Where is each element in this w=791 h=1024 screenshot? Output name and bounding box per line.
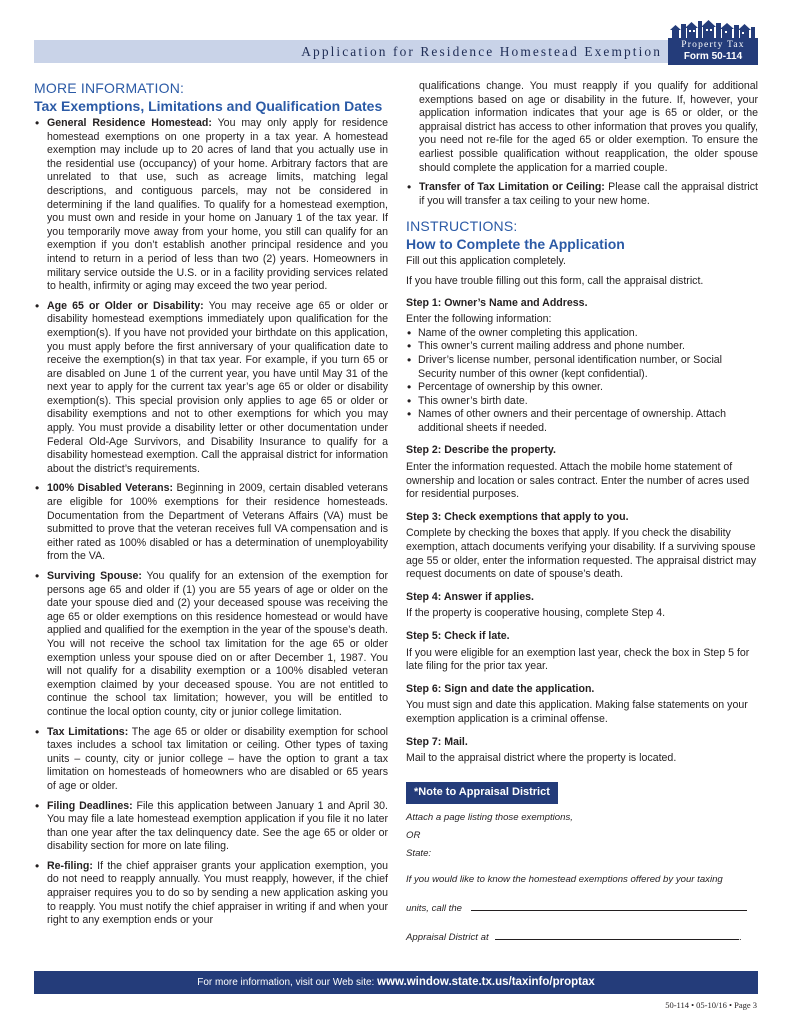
footer-lead: For more information, visit our Web site: bbox=[197, 977, 375, 988]
item-term: Tax Limitations: bbox=[47, 725, 129, 738]
step-5-text: If you were eligible for an exemption last year, check the box in Step 5 for late filing for the prior tax year. bbox=[406, 646, 750, 673]
appraisal-note-label: *Note to Appraisal District bbox=[406, 782, 558, 805]
note-line: If you would like to know the homestead exemptions offered by your taxing bbox=[406, 874, 723, 886]
item-text: If the chief appraiser grants your application exemption, you do not need to reapply annually. You must reapply, however, if the chief appraiser requires you to do so by sending a new application asking you to reapply. You must notify the chief appraiser in writing if and when your right to any exemption ends or your bbox=[47, 859, 388, 927]
note-line: State: bbox=[406, 848, 432, 860]
house-skyline-icon bbox=[668, 18, 758, 39]
section-heading: MORE INFORMATION: bbox=[34, 80, 185, 96]
list-item bbox=[34, 570, 388, 720]
item-text: The age 65 or older or disability exemption for school taxes includes a school tax limitation or ceiling. Other types of taxing units – county, city or junior college – have the option to grant a tax limitation on homesteads of homeowners who are disabled or 65 years of age or older. bbox=[47, 725, 388, 792]
instructions-heading: INSTRUCTIONS: bbox=[406, 218, 518, 235]
list-item bbox=[34, 117, 388, 294]
step-2-title: Step 2: Describe the property. bbox=[406, 444, 556, 457]
appraisal-district-blank bbox=[495, 931, 739, 940]
item-text: You qualify for an extension of the exemption for persons age 65 and older if (1) you are 55 years of age or older on the date your spouse died and (2) your deceased spouse was receiving the age 65 or older exemptions on this residence homestead or would have applied and qualified for the exemption in the year of the spouse’s death. You will not receive the school tax limitation for the age 65 or older exemption unless your spouse died on or after December 1, 1987. You will not qualify for a disability exemption or a 100% disabled veteran exemption claimed by your deceased spouse. You are not entitled to continue the school tax limitation; however, you will be entitled to continue the local option county, city or junior college limitation. bbox=[47, 570, 388, 718]
item-term: Age 65 or Older or Disability: bbox=[47, 299, 204, 312]
item-term: Transfer of Tax Limitation or Ceiling: bbox=[419, 181, 605, 194]
note-line: Attach a page listing those exemptions, bbox=[406, 812, 573, 824]
info-list bbox=[34, 117, 388, 928]
website-link[interactable]: www.window.state.tx.us/taxinfo/proptax bbox=[377, 976, 595, 988]
step-7-text: Mail to the appraisal district where the property is located. bbox=[406, 752, 677, 765]
step-6-text: You must sign and date this application. Making false statements on your exemption application is a criminal offense. bbox=[406, 699, 748, 725]
continued-text: qualifications change. You must reapply if you qualify for additional exemptions based on age or disability in the future. If, however, your application information indicates that your age is 65 or older, or the appraisal district has access to other information that proves you qualify, you need not re-file for the aged 65 or older exemption. To ensure the earliest possible qualification without reapplication, the older spouse should complete the application for a married couple. bbox=[419, 80, 758, 174]
step-4-text: If the property is cooperative housing, complete Step 4. bbox=[406, 607, 666, 620]
list-item bbox=[34, 482, 388, 564]
item-term: Filing Deadlines: bbox=[47, 799, 133, 812]
step-3-title: Step 3: Check exemptions that apply to you. bbox=[406, 510, 629, 523]
item-text: Beginning in 2009, certain disabled veterans are eligible for 100% exemptions for their residence homesteads. Documentation from the Department of Veterans Affairs (VA) must be submitted to prove that the veteran receives full VA compensation and is either rated as 100% disabled or has a determination of unemployability from the VA. bbox=[47, 482, 388, 563]
footer-band bbox=[34, 971, 758, 994]
item-text: You may receive age 65 or older or disability homestead exemptions immediately upon qualification for the exemption(s). If you have not provided your birthdate on this application, you must apply before the first anniversary of your qualification date to receive the exemption(s) in that tax year. For example, if you turn 65 or are disabled on June 1 of the current year, you have until May 31 of the next year to apply for the current tax year’s age 65 or older or disability exemption(s). This special provision only applies to age 65 or older or disability exemptions and not to other exemptions for which you may apply. You must provide a disability letter or other documentation under Federal Old-Age Survivors, and Disability Insurance to qualify for a disability homestead exemption. Call the appraisal district for information about the district’s requirements. bbox=[47, 299, 388, 475]
list-item bbox=[34, 800, 388, 854]
list-item bbox=[34, 300, 388, 477]
instructions-subheading: How to Complete the Application bbox=[406, 236, 625, 253]
item-term: General Residence Homestead: bbox=[47, 117, 212, 129]
note-line: Appraisal District at bbox=[406, 932, 489, 944]
page-number: 50-114 • 05-10/16 • Page 3 bbox=[665, 1000, 757, 1010]
note-period: . bbox=[739, 932, 742, 944]
list-item: • Percentage of ownership by this owner. bbox=[406, 381, 758, 395]
list-item: • Name of the owner completing this application. bbox=[406, 327, 758, 341]
intro-text: Fill out this application completely. bbox=[406, 255, 566, 268]
form-program: Property Tax bbox=[681, 40, 745, 50]
list-item: • This owner’s birth date. bbox=[406, 395, 758, 409]
intro-text: If you have trouble filling out this form, call the appraisal district. bbox=[406, 274, 704, 287]
step-5-title: Step 5: Check if late. bbox=[406, 630, 510, 642]
list-item bbox=[34, 860, 388, 928]
right-column bbox=[406, 80, 758, 944]
step-3-text: Complete by checking the boxes that apply. If you check the disability exemption, attach documents verifying your disability. If a surviving spouse age 55 or older, enter the information requested. The appraisal district may request documents on date of spouse’s death. bbox=[406, 527, 757, 581]
item-term: Surviving Spouse: bbox=[47, 570, 142, 582]
step-7-title: Step 7: Mail. bbox=[406, 735, 468, 748]
item-text: You may only apply for residence homestead exemptions on one property in a tax year. A homestead exemption may include up to 20 acres of land that you actually use in the residential use (occupancy) of your home. Arbitrary factors that are unrelated to that use, such as acreage limits, matching legal descriptions, and contiguous parcels, may not be considered in determining if the land qualifies. To qualify for a homestead exemption, you must own and reside in your home on January 1 of the tax year. If you temporarily move away from your home, you still can qualify for an exemption if you don’t establish another principal residence and you intend to return in a period of less than two (2) years. Homeowners in military service outside the U.S. or in a facility providing services related to health, infirmity or aging may exceed the two year period. bbox=[47, 117, 388, 293]
item-term: Re-filing: bbox=[47, 859, 93, 872]
subheading: Tax Exemptions, Limitations and Qualification Dates bbox=[34, 98, 383, 114]
taxing-units-phone-blank bbox=[471, 902, 747, 911]
step-1-list bbox=[406, 327, 758, 436]
item-text: Please call the appraisal district if you will transfer a tax ceiling to your new home. bbox=[419, 181, 758, 207]
list-item bbox=[34, 726, 388, 794]
item-text: File this application between January 1 and April 30. You may file a late homestead exemption application if you file it no later than one year after the tax delinquency date. See the age 65 or older or disability section for more on late filing. bbox=[47, 799, 388, 853]
note-line: OR bbox=[406, 830, 421, 842]
page-title: Application for Residence Homestead Exemption bbox=[301, 44, 662, 59]
list-item: • Driver’s license number, personal identification number, or Social Security number of this owner (kept confidential). bbox=[406, 354, 758, 381]
step-2-text: Enter the information requested. Attach the mobile home statement of ownership and location or sales contract. Enter the number of acres used for residential purposes. bbox=[406, 461, 750, 501]
item-term: 100% Disabled Veterans: bbox=[47, 482, 174, 495]
list-item bbox=[406, 181, 758, 208]
step-1-lead: Enter the following information: bbox=[406, 313, 552, 326]
left-column bbox=[34, 80, 388, 934]
step-6-title: Step 6: Sign and date the application. bbox=[406, 682, 595, 695]
list-item: • This owner’s current mailing address and phone number. bbox=[406, 340, 758, 354]
step-1-title: Step 1: Owner’s Name and Address. bbox=[406, 296, 588, 309]
transfer-list bbox=[406, 181, 758, 208]
form-number: Form 50-114 bbox=[683, 51, 743, 62]
form-badge bbox=[668, 38, 758, 65]
list-item: • Names of other owners and their percentage of ownership. Attach additional sheets if needed. bbox=[406, 408, 758, 435]
step-4-title: Step 4: Answer if applies. bbox=[406, 590, 534, 603]
note-line: units, call the bbox=[406, 903, 462, 915]
